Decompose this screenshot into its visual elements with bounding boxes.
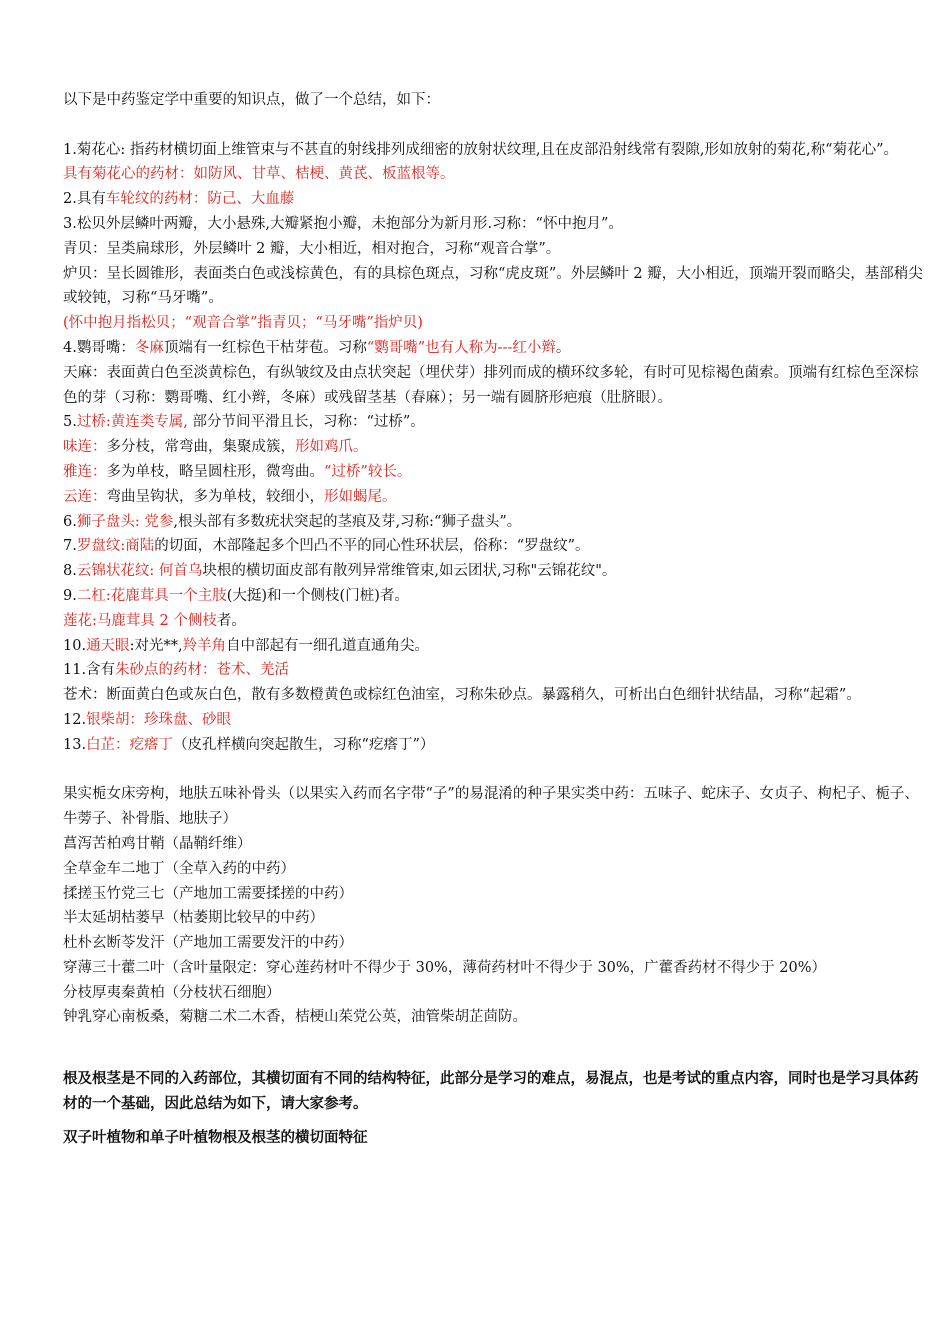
mnemonic-5: 半太延胡枯蒌早（枯萎期比较早的中药） [63,910,324,927]
section-heading: 双子叶植物和单子叶植物根及根茎的横切面特征 [63,1128,368,1146]
item-5-bridge [63,410,930,435]
yunlian-text: 弯曲呈钩状，多为单枝，较细小， [106,488,324,505]
item-1-chrysanthemum-heart: 1.菊花心: 指药材横切面上维管束与不甚直的射线排列成细密的放射状纹理,且在皮部沿射线常有裂隙,形如放射的菊花,称“菊花心”。 [63,141,898,158]
item-5-yunlian [63,485,930,510]
item-6-text: ,根头部有多数疣状突起的茎痕及芽,习称:“狮子盘头”。 [173,513,522,530]
item-7-number: 7. [63,538,77,555]
item-4-highlight: “鹦哥嘴”也有人称为---红小辫 [366,339,556,356]
item-9-lotus [63,609,930,634]
item-10-end: 自中部起有一细孔道直通角尖。 [226,637,430,654]
yalian-text: 多为单枝，略呈圆柱形，微弯曲。 [106,463,324,480]
item-12-highlight: 银柴胡：珍珠盘、砂眼 [86,711,232,728]
item-13-text: （皮孔样横向突起散生，习称“疙瘩丁”） [173,736,435,753]
item-3-qingbei: 青贝：呈类扁球形，外层鳞叶 2 瓣，大小相近，相对抱合，习称“观音合掌”。 [63,240,561,257]
item-13-highlight: 白芷：疙瘩丁 [86,736,174,753]
item-4-parrot-beak [63,336,930,361]
item-10-antelope-horn: 羚羊角 [182,637,227,654]
item-7-compass-pattern [63,534,930,559]
item-12-number: 12. [63,711,87,728]
bold-intro-paragraph: 根及根茎是不同的入药部位，其横切面有不同的结构特征，此部分是学习的难点，易混点，也是考试的重点内容，同时也是学习具体药材的一个基础，因此总结为如下，请大家参考。 [63,1070,919,1113]
yunlian-label: 云连： [63,488,107,505]
item-9-ergang [63,584,930,609]
item-8-number: 8. [63,563,77,580]
item-4-prefix: 4.鹦哥嘴： [63,339,135,356]
mnemonic-9: 钟乳穿心南板桑，菊糖二术二木香，桔梗山茱党公英，油管柴胡芷茴防。 [63,1009,527,1026]
item-12-yinchaihu [63,708,930,733]
mnemonic-4: 揉搓玉竹党三七（产地加工需要揉搓的中药） [63,885,353,902]
item-8-text: 块根的横切面皮部有散列异常维管束,如云团状,习称"云锦花纹"。 [202,563,617,580]
item-4-winter-tianma: 冬麻 [134,339,164,356]
item-13-number: 13. [63,736,87,753]
item-11-highlight: 朱砂点的药材：苍术、羌活 [115,662,290,679]
item-8-cloud-pattern [63,559,930,584]
item-6-lion-head [63,510,930,535]
yalian-label: 雅连： [63,463,107,480]
item-4-end: 。 [555,339,571,356]
item-10-text: :对光**, [129,637,183,654]
weilian-label: 味连： [63,439,107,456]
mnemonic-8: 分枝厚夷秦黄柏（分枝状石细胞） [63,984,281,1001]
item-8-highlight: 云锦状花纹: 何首乌 [76,563,203,580]
weilian-text: 多分枝，常弯曲，集聚成簇， [106,439,295,456]
item-9-text: (大挺)和一个侧枝(门桩)者。 [226,587,409,604]
yunlian-highlight: 形如蝎尾。 [324,488,397,505]
blank-line [63,1030,930,1067]
mnemonic-7: 穿薄三十藿二叶（含叶量限定：穿心莲药材叶不得少于 30%，薄荷药材叶不得少于 30%，广藿香药材不得少于 20%） [63,959,827,976]
mnemonic-6: 杜朴玄断苓发汗（产地加工需要发汗的中药） [63,935,353,952]
item-9-highlight: 二杠:花鹿茸具一个主肢 [76,587,227,604]
yalian-highlight: “过桥”较长。 [324,463,412,480]
intro-line: 以下是中药鉴定学中重要的知识点，做了一个总结，如下： [63,92,440,108]
item-5-number: 5. [63,414,77,431]
item-7-highlight: 罗盘纹:商陆 [76,538,155,555]
item-9-number: 9. [63,587,77,604]
item-2-prefix: 2.具有 [63,191,106,208]
item-13-baizhi [63,733,930,758]
lotus-highlight: 莲花:马鹿茸具 2 个侧枝 [63,612,217,629]
item-11-prefix: 11.含有 [63,662,116,679]
lotus-text: 者。 [216,612,246,629]
item-5-yalian [63,460,930,485]
item-5-highlight: 过桥:黄连类专属, [76,414,188,431]
item-4-tianma-description: 天麻：表面黄白色至淡黄棕色，有纵皱纹及由点状突起（埋伏芽）排列而成的横环纹多轮，有时可见棕褐色菌索。顶端有红棕色至深棕色的芽（习称：鹦哥嘴、红小辫，冬麻）或残留茎基（春麻）；另一端有圆脐形疤痕（肚脐眼）。 [63,364,919,406]
mnemonic-1: 果实栀女床旁枸，地肤五味补骨头（以果实入药而名字带“子”的易混淆的种子果实类中药：五味子、蛇床子、女贞子、枸杞子、栀子、牛蒡子、补骨脂、地肤子） [63,786,919,828]
item-6-number: 6. [63,513,77,530]
mnemonic-2: 菖泻苦柏鸡甘鞘（晶鞘纤维） [63,835,252,852]
weilian-highlight: 形如鸡爪。 [295,439,368,456]
item-3-lubei: 炉贝：呈长圆锥形，表面类白色或浅棕黄色，有的具棕色斑点，习称“虎皮斑”。外层鳞叶 2 瓣，大小相近，顶端开裂而略尖，基部稍尖或较钝，习称“马牙嘴”。 [63,265,923,307]
blank-line [63,113,930,138]
item-2-wheel-pattern [63,187,930,212]
spacer [63,1117,930,1126]
item-10-sky-eye [63,634,930,659]
item-10-number: 10. [63,637,87,654]
blank-line [63,758,930,783]
item-6-highlight: 狮子盘头: 党参 [76,513,174,530]
item-5-text: 部分节间平滑且长，习称：“过桥”。 [187,414,425,431]
item-3-summary: (怀中抱月指松贝；“观音合掌”指青贝；“马牙嘴”指炉贝) [63,315,423,332]
item-11-cinnabar-dots [63,658,930,683]
item-4-text: 顶端有一红棕色干枯芽苞。习称 [163,339,367,356]
item-3-songbei: 3.松贝外层鳞叶两瓣，大小悬殊,大瓣紧抱小瓣，未抱部分为新月形.习称：“怀中抱月”。 [63,215,623,232]
item-2-highlight: 车轮纹的药材：防己、大血藤 [105,191,295,208]
item-5-weilian [63,435,930,460]
item-1-herbs-list: 具有菊花心的药材：如防风、甘草、桔梗、黄芪、板蓝根等。 [63,166,455,183]
item-11-cangzhu: 苍术：断面黄白色或灰白色，散有多数橙黄色或棕红色油室，习称朱砂点。暴露稍久，可析出白色细针状结晶，习称“起霜”。 [63,687,861,704]
item-7-text: 的切面，木部隆起多个凹凸不平的同心性环状层，俗称：“罗盘纹”。 [154,538,590,555]
item-10-highlight: 通天眼 [86,637,130,654]
mnemonic-3: 全草金车二地丁（全草入药的中药） [63,860,295,877]
